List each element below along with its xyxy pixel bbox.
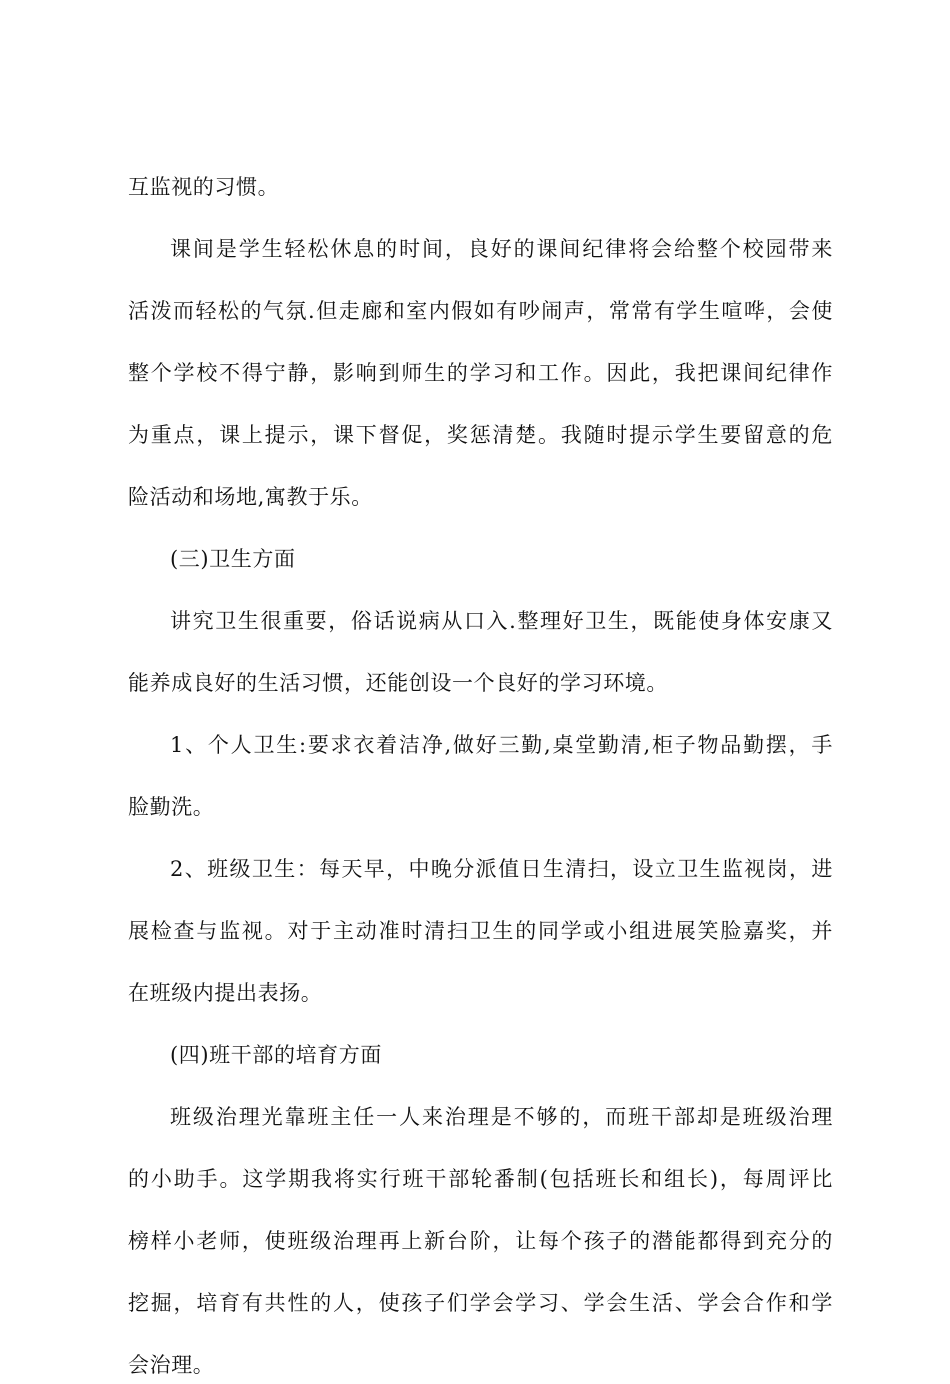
section-heading: (四)班干部的培育方面 [170, 1043, 382, 1067]
paragraph-line: 课间是学生轻松休息的时间，良好的课间纪律将会给整个校园带来 [170, 237, 833, 261]
section-heading: (三)卫生方面 [170, 547, 296, 571]
paragraph-line: 的小助手。这学期我将实行班干部轮番制(包括班长和组长)，每周评比 [128, 1167, 833, 1191]
paragraph-line: 榜样小老师，使班级治理再上新台阶，让每个孩子的潜能都得到充分的 [128, 1229, 833, 1253]
paragraph-line: 险活动和场地,寓教于乐。 [128, 485, 373, 509]
paragraph-line: 讲究卫生很重要，俗话说病从口入.整理好卫生，既能使身体安康又 [170, 609, 833, 633]
text-line: 互监视的习惯。 [128, 175, 280, 199]
paragraph-line: 为重点，课上提示，课下督促，奖惩清楚。我随时提示学生要留意的危 [128, 423, 833, 447]
paragraph-line: 2、班级卫生：每天早，中晚分派值日生清扫，设立卫生监视岗，进 [170, 857, 833, 881]
paragraph-line: 展检查与监视。对于主动准时清扫卫生的同学或小组进展笑脸嘉奖，并 [128, 919, 833, 943]
paragraph-line: 班级治理光靠班主任一人来治理是不够的，而班干部却是班级治理 [170, 1105, 833, 1129]
document-page [128, 168, 833, 1384]
paragraph-line: 挖掘，培育有共性的人，使孩子们学会学习、学会生活、学会合作和学 [128, 1291, 833, 1315]
paragraph-line: 在班级内提出表扬。 [128, 981, 323, 1005]
paragraph-line: 1、个人卫生:要求衣着洁净,做好三勤,桌堂勤清,柜子物品勤摆，手 [170, 733, 833, 757]
paragraph-line: 活泼而轻松的气氛.但走廊和室内假如有吵闹声，常常有学生喧哗，会使 [128, 299, 833, 323]
paragraph-line: 脸勤洗。 [128, 795, 215, 819]
paragraph-line: 整个学校不得宁静，影响到师生的学习和工作。因此，我把课间纪律作 [128, 361, 833, 385]
paragraph-line: 会治理。 [128, 1353, 215, 1377]
paragraph-line: 能养成良好的生活习惯，还能创设一个良好的学习环境。 [128, 671, 668, 695]
